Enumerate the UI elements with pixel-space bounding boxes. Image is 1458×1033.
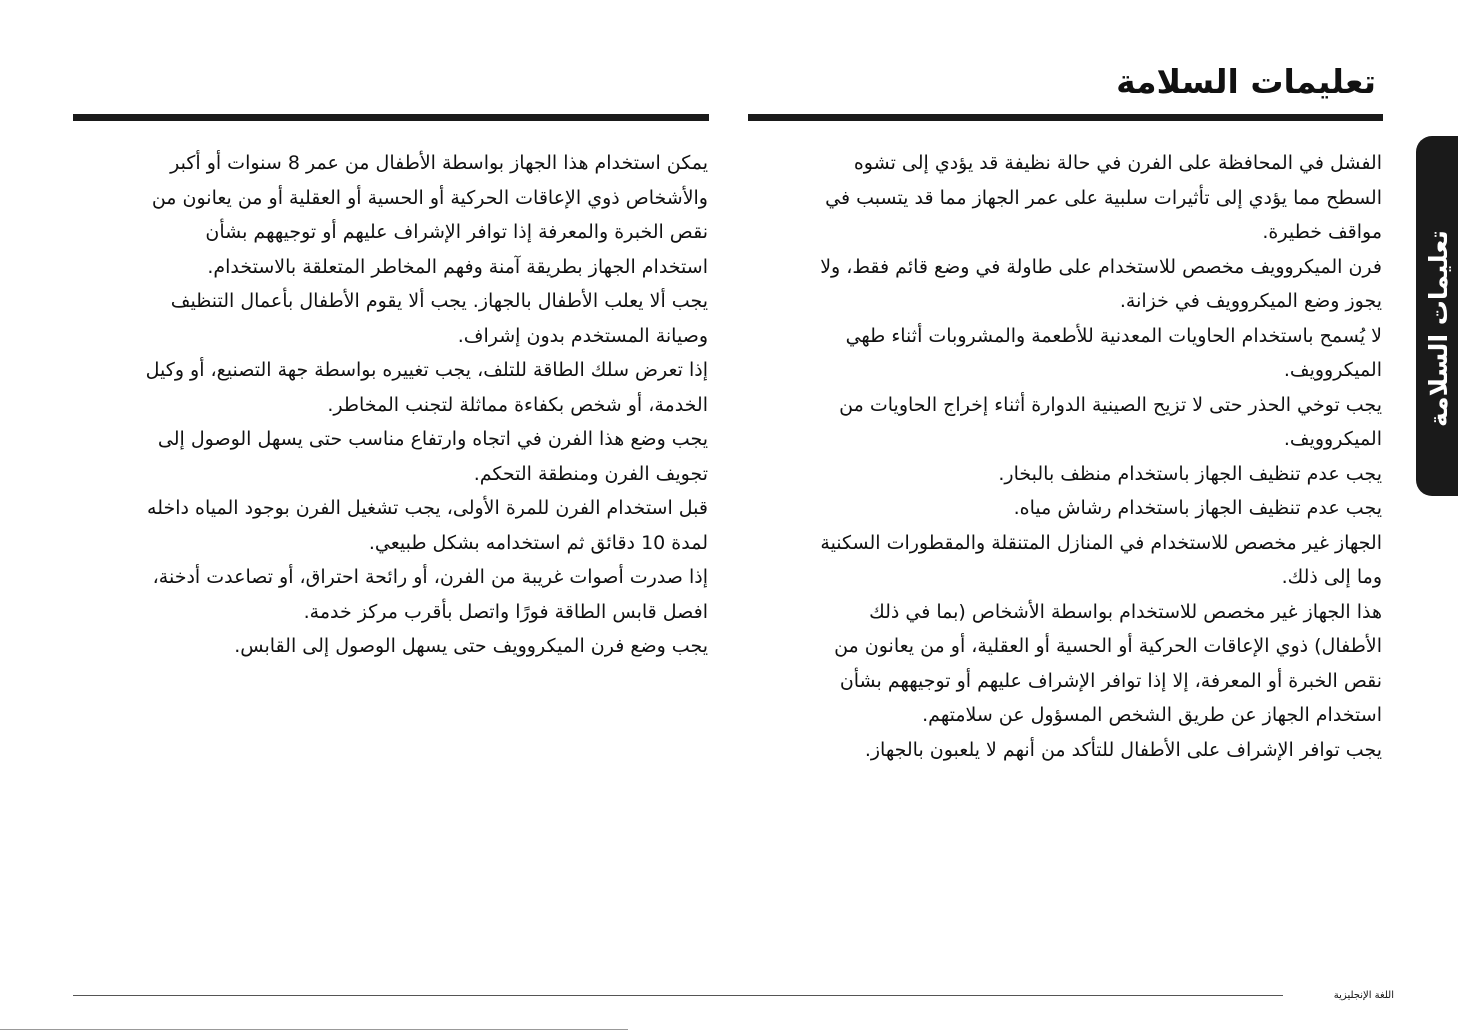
page-title: تعليمات السلامة xyxy=(1116,62,1376,101)
right-column xyxy=(800,146,1382,767)
safety-paragraph: يجب عدم تنظيف الجهاز باستخدام منظف بالبخار. xyxy=(998,462,1382,485)
safety-paragraph: إذا صدرت أصوات غريبة من الفرن، أو رائحة احتراق، أو تصاعدت أدخنة، افصل قابس الطاقة فورًا واتصل بأقرب مركز خدمة. xyxy=(152,566,708,623)
safety-paragraph: الجهاز غير مخصص للاستخدام في المنازل المتنقلة والمقطورات السكنية وما إلى ذلك. xyxy=(820,531,1382,588)
safety-paragraph: يجب وضع فرن الميكروويف حتى يسهل الوصول إلى القابس. xyxy=(234,635,708,657)
safety-paragraph: يجب ألا يعلب الأطفال بالجهاز. يجب ألا يقوم الأطفال بأعمال التنظيف وصيانة المستخدم بدون إشراف. xyxy=(170,290,708,347)
safety-paragraph: يجب توخي الحذر حتى لا تزيح الصينية الدوارة أثناء إخراج الحاويات من الميكروويف. xyxy=(839,393,1382,450)
header-rule-right xyxy=(748,114,1383,121)
safety-paragraph: إذا تعرض سلك الطاقة للتلف، يجب تغييره بواسطة جهة التصنيع، أو وكيل الخدمة، أو شخص بكفاءة مماثلة لتجنب المخاطر. xyxy=(145,359,708,416)
safety-paragraph: الفشل في المحافظة على الفرن في حالة نظيفة قد يؤدي إلى تشوه السطح مما يؤدي إلى تأثيرات سلبية على عمر الجهاز مما قد يتسبب في مواقف خطيرة. xyxy=(825,152,1382,243)
safety-paragraph: قبل استخدام الفرن للمرة الأولى، يجب تشغيل الفرن بوجود المياه داخله لمدة 10 دقائق ثم استخدامه بشكل طبيعي. xyxy=(147,497,708,554)
safety-paragraph: يجب عدم تنظيف الجهاز باستخدام رشاش مياه. xyxy=(1013,497,1382,519)
safety-paragraph: هذا الجهاز غير مخصص للاستخدام بواسطة الأشخاص (بما في ذلك الأطفال) ذوي الإعاقات الحركية أو الحسية أو العقلية، أو من يعانون من نقص الخبرة أو المعرفة، إلا إذا توافر الإشراف عليهم أو توجيههم بشأن استخدام الجهاز عن طريق الشخص المسؤول عن سلامتهم. xyxy=(834,600,1382,726)
section-side-tab-label: تعليمات السلامة xyxy=(1424,230,1453,427)
safety-paragraph: لا يُسمح باستخدام الحاويات المعدنية للأطعمة والمشروبات أثناء طهي الميكروويف. xyxy=(845,324,1382,381)
header-rule-left xyxy=(73,114,709,121)
footer-language: اللغة الإنجليزية xyxy=(1333,990,1394,1001)
safety-paragraph: يمكن استخدام هذا الجهاز بواسطة الأطفال من عمر 8 سنوات أو أكبر والأشخاص ذوي الإعاقات الحركية أو الحسية أو العقلية أو من يعانون من نقص الخبرة والمعرفة إذا توافر الإشراف عليهم أو توجيههم بشأن استخدام الجهاز بطريقة آمنة وفهم المخاطر المتعلقة بالاستخدام. xyxy=(151,152,708,278)
left-column xyxy=(140,146,708,664)
footer-rule xyxy=(73,995,1283,996)
safety-paragraph: فرن الميكروويف مخصص للاستخدام على طاولة في وضع قائم فقط، ولا يجوز وضع الميكروويف في خزانة. xyxy=(820,255,1382,312)
safety-paragraph: يجب وضع هذا الفرن في اتجاه وارتفاع مناسب حتى يسهل الوصول إلى تجويف الفرن ومنطقة التحكم. xyxy=(157,428,708,485)
safety-paragraph: يجب توافر الإشراف على الأطفال للتأكد من أنهم لا يلعبون بالجهاز. xyxy=(864,738,1382,761)
bottom-strip xyxy=(0,1029,628,1030)
